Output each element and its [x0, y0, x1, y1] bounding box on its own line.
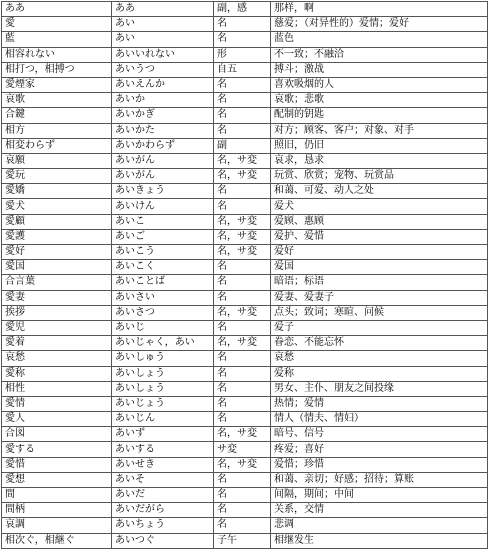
meaning-cell: 玩赏、欣赏；宠物、玩赏品 — [271, 169, 488, 184]
reading-cell: あいそ — [112, 472, 214, 487]
meaning-cell: 哀歌；悲歌 — [271, 93, 488, 108]
meaning-cell: 爱称 — [271, 366, 488, 381]
reading-cell: あいきょう — [112, 184, 214, 199]
reading-cell: あいしゅう — [112, 351, 214, 366]
word-cell: 愛児 — [2, 320, 112, 335]
reading-cell: あいこう — [112, 245, 214, 260]
reading-cell: あいことば — [112, 275, 214, 290]
word-cell: 哀愁 — [2, 351, 112, 366]
part-of-speech-cell: 名，サ変 — [214, 305, 271, 320]
reading-cell: あいけん — [112, 199, 214, 214]
part-of-speech-cell: 名，サ変 — [214, 427, 271, 442]
word-cell: 合図 — [2, 427, 112, 442]
meaning-cell: 对方；顾客、客户；对象、对手 — [271, 123, 488, 138]
part-of-speech-cell: 名 — [214, 93, 271, 108]
table-row — [2, 229, 488, 244]
reading-cell: あいじ — [112, 320, 214, 335]
table-row — [2, 47, 488, 62]
meaning-cell: 和蔼、可爱、动人之处 — [271, 184, 488, 199]
word-cell: 哀願 — [2, 153, 112, 168]
table-row — [2, 260, 488, 275]
reading-cell: あいしょう — [112, 366, 214, 381]
reading-cell: あいせき — [112, 457, 214, 472]
reading-cell: あいかぎ — [112, 108, 214, 123]
word-cell: 合鍵 — [2, 108, 112, 123]
word-cell: 合言葉 — [2, 275, 112, 290]
table-row — [2, 62, 488, 77]
meaning-cell: 搏斗；激战 — [271, 62, 488, 77]
part-of-speech-cell: 名 — [214, 503, 271, 518]
reading-cell: あいえんか — [112, 77, 214, 92]
reading-cell: あいだ — [112, 488, 214, 503]
part-of-speech-cell: 名 — [214, 123, 271, 138]
part-of-speech-cell: 名 — [214, 260, 271, 275]
meaning-cell: 爱顾、惠顾 — [271, 214, 488, 229]
meaning-cell: 喜欢吸烟的人 — [271, 77, 488, 92]
part-of-speech-cell: 名，サ変 — [214, 336, 271, 351]
table-row — [2, 381, 488, 396]
part-of-speech-cell: 名 — [214, 366, 271, 381]
meaning-cell: 爱护、爱惜 — [271, 229, 488, 244]
meaning-cell: 爱子 — [271, 320, 488, 335]
reading-cell: あいする — [112, 442, 214, 457]
reading-cell: あいず — [112, 427, 214, 442]
part-of-speech-cell: 名，サ変 — [214, 229, 271, 244]
reading-cell: あいか — [112, 93, 214, 108]
table-row — [2, 472, 488, 487]
part-of-speech-cell: 副，感 — [214, 2, 271, 17]
part-of-speech-cell: 名，サ変 — [214, 245, 271, 260]
part-of-speech-cell: 名 — [214, 17, 271, 32]
word-cell: 哀調 — [2, 518, 112, 533]
table-row — [2, 320, 488, 335]
reading-cell: あいかた — [112, 123, 214, 138]
word-cell: 愛着 — [2, 336, 112, 351]
table-row — [2, 32, 488, 47]
table-row — [2, 214, 488, 229]
word-cell: 愛想 — [2, 472, 112, 487]
meaning-cell: 蓝色 — [271, 32, 488, 47]
meaning-cell: 慈爱；（对异性的）爱情；爱好 — [271, 17, 488, 32]
meaning-cell: 那样，啊 — [271, 2, 488, 17]
reading-cell: あい — [112, 32, 214, 47]
word-cell: 愛好 — [2, 245, 112, 260]
word-cell: 相変わらず — [2, 138, 112, 153]
meaning-cell: 疼爱；喜好 — [271, 442, 488, 457]
word-cell: 哀歌 — [2, 93, 112, 108]
reading-cell: あいちょう — [112, 518, 214, 533]
part-of-speech-cell: 自五 — [214, 62, 271, 77]
part-of-speech-cell: 名 — [214, 32, 271, 47]
table-row — [2, 533, 488, 548]
part-of-speech-cell: 名 — [214, 518, 271, 533]
meaning-cell: 男女、主仆、朋友之间投缘 — [271, 381, 488, 396]
part-of-speech-cell: 名 — [214, 108, 271, 123]
word-cell: 愛情 — [2, 396, 112, 411]
part-of-speech-cell: 名，サ変 — [214, 153, 271, 168]
meaning-cell: 配制的钥匙 — [271, 108, 488, 123]
word-cell: 愛犬 — [2, 199, 112, 214]
word-cell: 愛 — [2, 17, 112, 32]
word-cell: 愛称 — [2, 366, 112, 381]
meaning-cell: 眷恋、不能忘怀 — [271, 336, 488, 351]
table-row — [2, 412, 488, 427]
table-row — [2, 275, 488, 290]
meaning-cell: 不一致；不融洽 — [271, 47, 488, 62]
meaning-cell: 爱好 — [271, 245, 488, 260]
part-of-speech-cell: サ変 — [214, 442, 271, 457]
table-row — [2, 503, 488, 518]
reading-cell: あい — [112, 17, 214, 32]
reading-cell: あいこく — [112, 260, 214, 275]
meaning-cell: 关系，交情 — [271, 503, 488, 518]
part-of-speech-cell: 名 — [214, 184, 271, 199]
part-of-speech-cell: 名 — [214, 396, 271, 411]
word-cell: 愛国 — [2, 260, 112, 275]
word-cell: 愛護 — [2, 229, 112, 244]
table-row — [2, 518, 488, 533]
meaning-cell: 哀求，恳求 — [271, 153, 488, 168]
meaning-cell: 暗语；标语 — [271, 275, 488, 290]
part-of-speech-cell: 子午 — [214, 533, 271, 548]
reading-cell: あいうつ — [112, 62, 214, 77]
reading-cell: あいこ — [112, 214, 214, 229]
word-cell: 間 — [2, 488, 112, 503]
word-cell: 愛玩 — [2, 169, 112, 184]
part-of-speech-cell: 名 — [214, 275, 271, 290]
table-row — [2, 17, 488, 32]
table-row — [2, 153, 488, 168]
table-row — [2, 305, 488, 320]
table-row — [2, 366, 488, 381]
table-row — [2, 77, 488, 92]
part-of-speech-cell: 名，サ変 — [214, 169, 271, 184]
reading-cell: あいじゃく，あい — [112, 336, 214, 351]
meaning-cell: 热情；爱情 — [271, 396, 488, 411]
table-row — [2, 396, 488, 411]
part-of-speech-cell: 名，サ変 — [214, 214, 271, 229]
meaning-cell: 和蔼、亲切；好感；招待；算账 — [271, 472, 488, 487]
meaning-cell: 照旧，仍旧 — [271, 138, 488, 153]
table-row — [2, 336, 488, 351]
reading-cell: ああ — [112, 2, 214, 17]
meaning-cell: 相继发生 — [271, 533, 488, 548]
word-cell: 相方 — [2, 123, 112, 138]
table-row — [2, 138, 488, 153]
word-cell: 藍 — [2, 32, 112, 47]
meaning-cell: 暗号、信号 — [271, 427, 488, 442]
reading-cell: あいご — [112, 229, 214, 244]
meaning-cell: 爱妻、爱妻子 — [271, 290, 488, 305]
part-of-speech-cell: 名 — [214, 381, 271, 396]
part-of-speech-cell: 副 — [214, 138, 271, 153]
reading-cell: あいいれない — [112, 47, 214, 62]
word-cell: 愛顧 — [2, 214, 112, 229]
meaning-cell: 悲调 — [271, 518, 488, 533]
vocabulary-table — [1, 1, 488, 549]
word-cell: 愛人 — [2, 412, 112, 427]
word-cell: ああ — [2, 2, 112, 17]
vocabulary-table-body — [2, 2, 488, 549]
table-row — [2, 108, 488, 123]
meaning-cell: 间隔，期间；中间 — [271, 488, 488, 503]
table-row — [2, 245, 488, 260]
reading-cell: あいがん — [112, 169, 214, 184]
part-of-speech-cell: 名 — [214, 488, 271, 503]
table-row — [2, 290, 488, 305]
meaning-cell: 点头；致词；寒暄、问候 — [271, 305, 488, 320]
table-row — [2, 93, 488, 108]
word-cell: 相容れない — [2, 47, 112, 62]
table-row — [2, 427, 488, 442]
reading-cell: あいつぐ — [112, 533, 214, 548]
meaning-cell: 哀愁 — [271, 351, 488, 366]
word-cell: 相次ぐ，相継ぐ — [2, 533, 112, 548]
table-row — [2, 199, 488, 214]
word-cell: 愛する — [2, 442, 112, 457]
part-of-speech-cell: 名 — [214, 77, 271, 92]
table-row — [2, 457, 488, 472]
word-cell: 愛煙家 — [2, 77, 112, 92]
word-cell: 間柄 — [2, 503, 112, 518]
meaning-cell: 爱犬 — [271, 199, 488, 214]
word-cell: 愛嬌 — [2, 184, 112, 199]
part-of-speech-cell: 名 — [214, 472, 271, 487]
table-row — [2, 351, 488, 366]
word-cell: 相打つ，相搏つ — [2, 62, 112, 77]
word-cell: 愛妻 — [2, 290, 112, 305]
reading-cell: あいじょう — [112, 396, 214, 411]
part-of-speech-cell: 名 — [214, 351, 271, 366]
meaning-cell: 情人（情夫、情妇） — [271, 412, 488, 427]
part-of-speech-cell: 名 — [214, 290, 271, 305]
reading-cell: あいさい — [112, 290, 214, 305]
word-cell: 愛惜 — [2, 457, 112, 472]
reading-cell: あいしょう — [112, 381, 214, 396]
part-of-speech-cell: 名 — [214, 199, 271, 214]
table-row — [2, 442, 488, 457]
meaning-cell: 爱惜；珍惜 — [271, 457, 488, 472]
word-cell: 相性 — [2, 381, 112, 396]
table-row — [2, 488, 488, 503]
part-of-speech-cell: 形 — [214, 47, 271, 62]
table-row — [2, 169, 488, 184]
part-of-speech-cell: 名 — [214, 412, 271, 427]
reading-cell: あいさつ — [112, 305, 214, 320]
part-of-speech-cell: 名 — [214, 320, 271, 335]
reading-cell: あいがん — [112, 153, 214, 168]
reading-cell: あいかわらず — [112, 138, 214, 153]
reading-cell: あいだがら — [112, 503, 214, 518]
table-row — [2, 2, 488, 17]
meaning-cell: 爱国 — [271, 260, 488, 275]
word-cell: 挨拶 — [2, 305, 112, 320]
table-row — [2, 184, 488, 199]
table-row — [2, 123, 488, 138]
part-of-speech-cell: 名，サ変 — [214, 457, 271, 472]
reading-cell: あいじん — [112, 412, 214, 427]
